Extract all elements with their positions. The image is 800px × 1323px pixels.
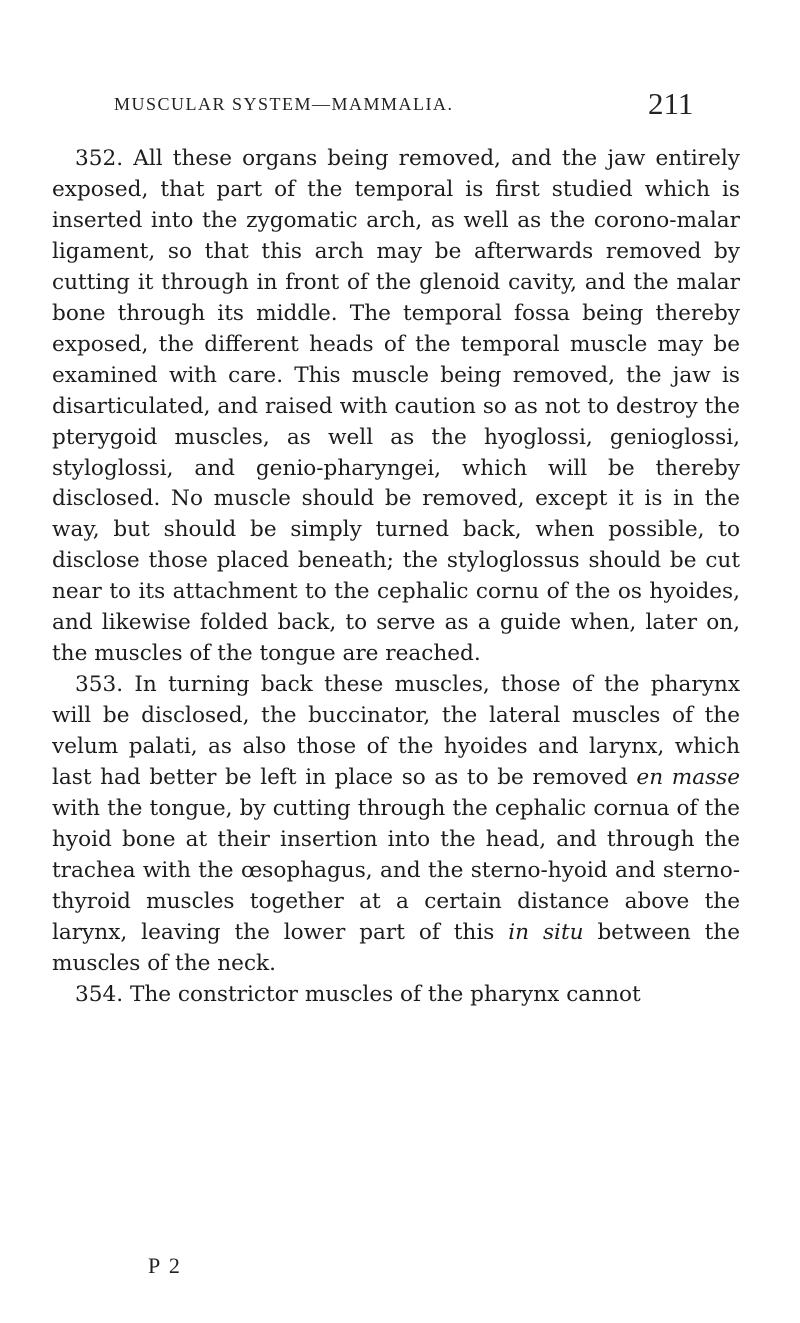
paragraph-text: All these organs being removed, and the jaw entirely exposed, that part of the temporal is first studied which is inserted into the zygomatic arch, as well as the corono-malar ligament, so that this arch may be afterwards removed by cutting it through in front of the glenoid cavity, and the malar bone through its middle. The temporal fossa being thereby exposed, the different heads of the temporal muscle may be examined with care. This muscle being removed, the jaw is disarticulated, and raised with caution so as not to destroy the pterygoid muscles, as well as the hyoglossi, genioglossi, styloglossi, and genio-pharyngei, which will be thereby disclosed. No muscle should be removed, except it is in the way, but should be simply turned back, when possible, to disclose those placed beneath; the styloglossus should be cut near to its attachment to the cephalic cornu of the os hyoides, and likewise folded back, to serve as a guide when, later on, the muscles of the tongue are reached. — [52, 146, 740, 667]
body-text — [52, 144, 740, 1011]
paragraph-353 — [52, 670, 740, 980]
italic-term-in-situ: in situ — [508, 919, 584, 945]
signature-mark: P 2 — [148, 1253, 182, 1278]
paragraph-text: In turning back these muscles, those of the pharynx will be disclosed, the buccinator, the lateral muscles of the velum palati, as also those of the hyoides and larynx, which last had better be left in place so as to be removed — [52, 672, 740, 791]
paragraph-text: between the muscles of the neck. — [52, 919, 740, 976]
paragraph-text: The constrictor muscles of the pharynx cannot — [123, 981, 641, 1007]
paragraph-354 — [52, 980, 740, 1011]
paragraph-number: 352. — [75, 146, 124, 171]
paragraph-352 — [52, 144, 740, 670]
paragraph-text: with the tongue, by cutting through the cephalic cornua of the hyoid bone at their insertion into the head, and through the trachea with the œsophagus, and the sterno-hyoid and sterno-thyroid muscles together at a certain distance above the larynx, leaving the lower part of this — [52, 796, 740, 945]
paragraph-number: 353. — [75, 672, 124, 698]
paragraph-number: 354. — [75, 981, 124, 1007]
page-number: 211 — [648, 86, 694, 121]
italic-term-en-masse: en masse — [636, 765, 741, 791]
page-header — [0, 86, 800, 126]
running-head: MUSCULAR SYSTEM—MAMMALIA. — [114, 94, 454, 114]
